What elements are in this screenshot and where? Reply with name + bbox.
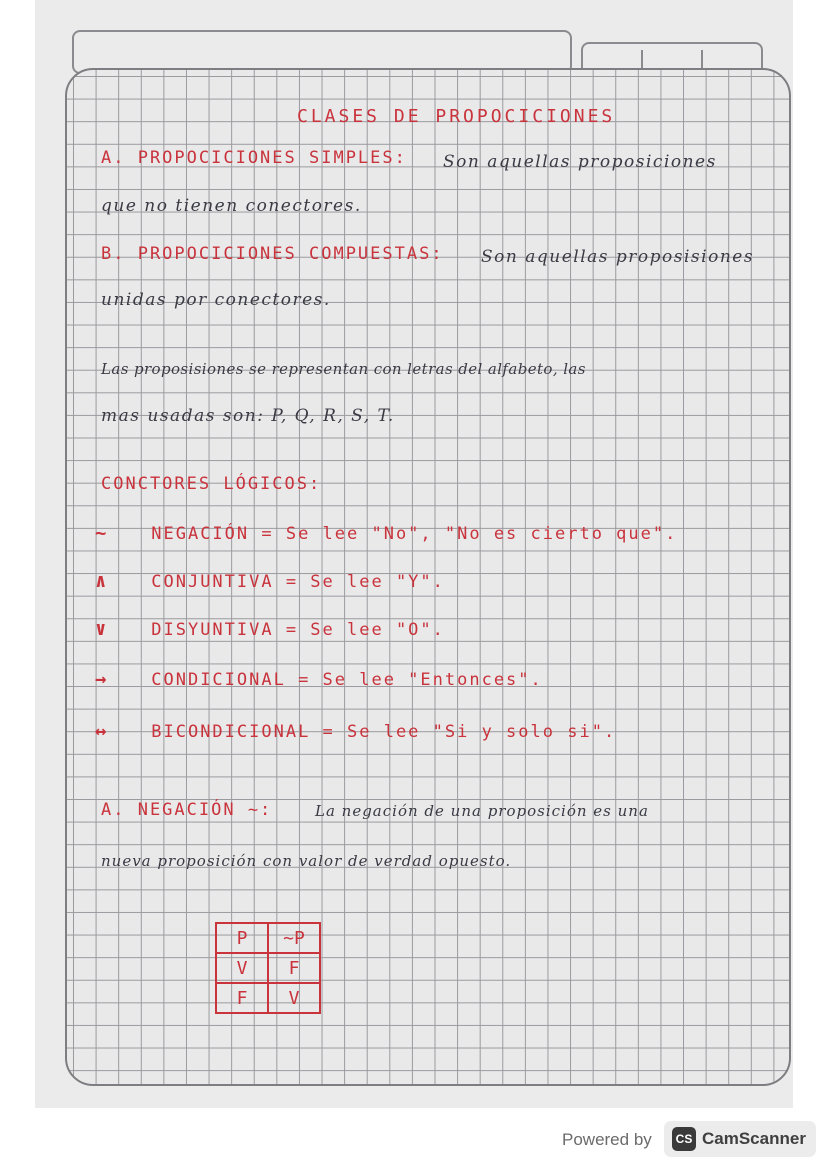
scanned-photo — [35, 0, 793, 1108]
section-a-text: que no tienen conectores. — [101, 196, 362, 216]
truth-table-cell: F — [216, 983, 268, 1013]
truth-table — [215, 922, 321, 1014]
negation-symbol: ~ — [95, 522, 109, 544]
connector-row — [95, 618, 445, 640]
notebook-page — [35, 0, 793, 1108]
truth-table-row — [216, 953, 320, 983]
truth-table-row — [216, 983, 320, 1013]
negation-text: La negación de una proposición es una — [315, 802, 649, 820]
connector-text: CONDICIONAL = Se lee "Entonces". — [151, 670, 543, 690]
section-b-heading: B. PROPOCICIONES COMPUESTAS: — [101, 244, 444, 264]
connector-row — [95, 668, 543, 690]
camscanner-badge — [664, 1121, 816, 1157]
section-b-text: unidas por conectores. — [101, 290, 331, 310]
connectors-heading: CONCTORES LÓGICOS: — [101, 474, 322, 494]
letters-text: Las proposisiones se representan con letras del alfabeto, las — [101, 360, 586, 378]
camscanner-logo-icon: CS — [672, 1127, 696, 1151]
conditional-arrow-symbol: → — [95, 668, 109, 690]
truth-table-cell: F — [268, 953, 320, 983]
header-divider — [701, 50, 703, 70]
conjunction-symbol: ∧ — [95, 570, 109, 592]
header-divider — [641, 50, 643, 70]
camscanner-brand: CamScanner — [702, 1129, 806, 1148]
section-a-heading: A. PROPOCICIONES SIMPLES: — [101, 148, 407, 168]
connector-text: NEGACIÓN = Se lee "No", "No es cierto que". — [151, 524, 678, 544]
connector-row — [95, 522, 677, 544]
negation-heading: A. NEGACIÓN ~: — [101, 800, 273, 820]
connector-text: DISYUNTIVA = Se lee "O". — [151, 620, 445, 640]
negation-text: nueva proposición con valor de verdad opuesto. — [101, 852, 512, 870]
truth-table-header: P — [216, 923, 268, 953]
truth-table-cell: V — [268, 983, 320, 1013]
connector-row — [95, 720, 616, 742]
powered-by-text: Powered by — [562, 1130, 652, 1149]
biconditional-arrow-symbol: ↔ — [95, 720, 109, 742]
section-b-text: Son aquellas proposisiones — [481, 247, 755, 267]
truth-table-cell: V — [216, 953, 268, 983]
disjunction-symbol: ∨ — [95, 618, 109, 640]
section-a-text: Son aquellas proposiciones — [443, 152, 717, 172]
connector-text: BICONDICIONAL = Se lee "Si y solo si". — [151, 722, 617, 742]
page-title: CLASES DE PROPOCICIONES — [297, 106, 616, 127]
connector-text: CONJUNTIVA = Se lee "Y". — [151, 572, 445, 592]
connector-row — [95, 570, 445, 592]
truth-table-header-row — [216, 923, 320, 953]
watermark-footer — [560, 1121, 816, 1157]
letters-text: mas usadas son: P, Q, R, S, T. — [101, 406, 395, 426]
truth-table-header: ~P — [268, 923, 320, 953]
